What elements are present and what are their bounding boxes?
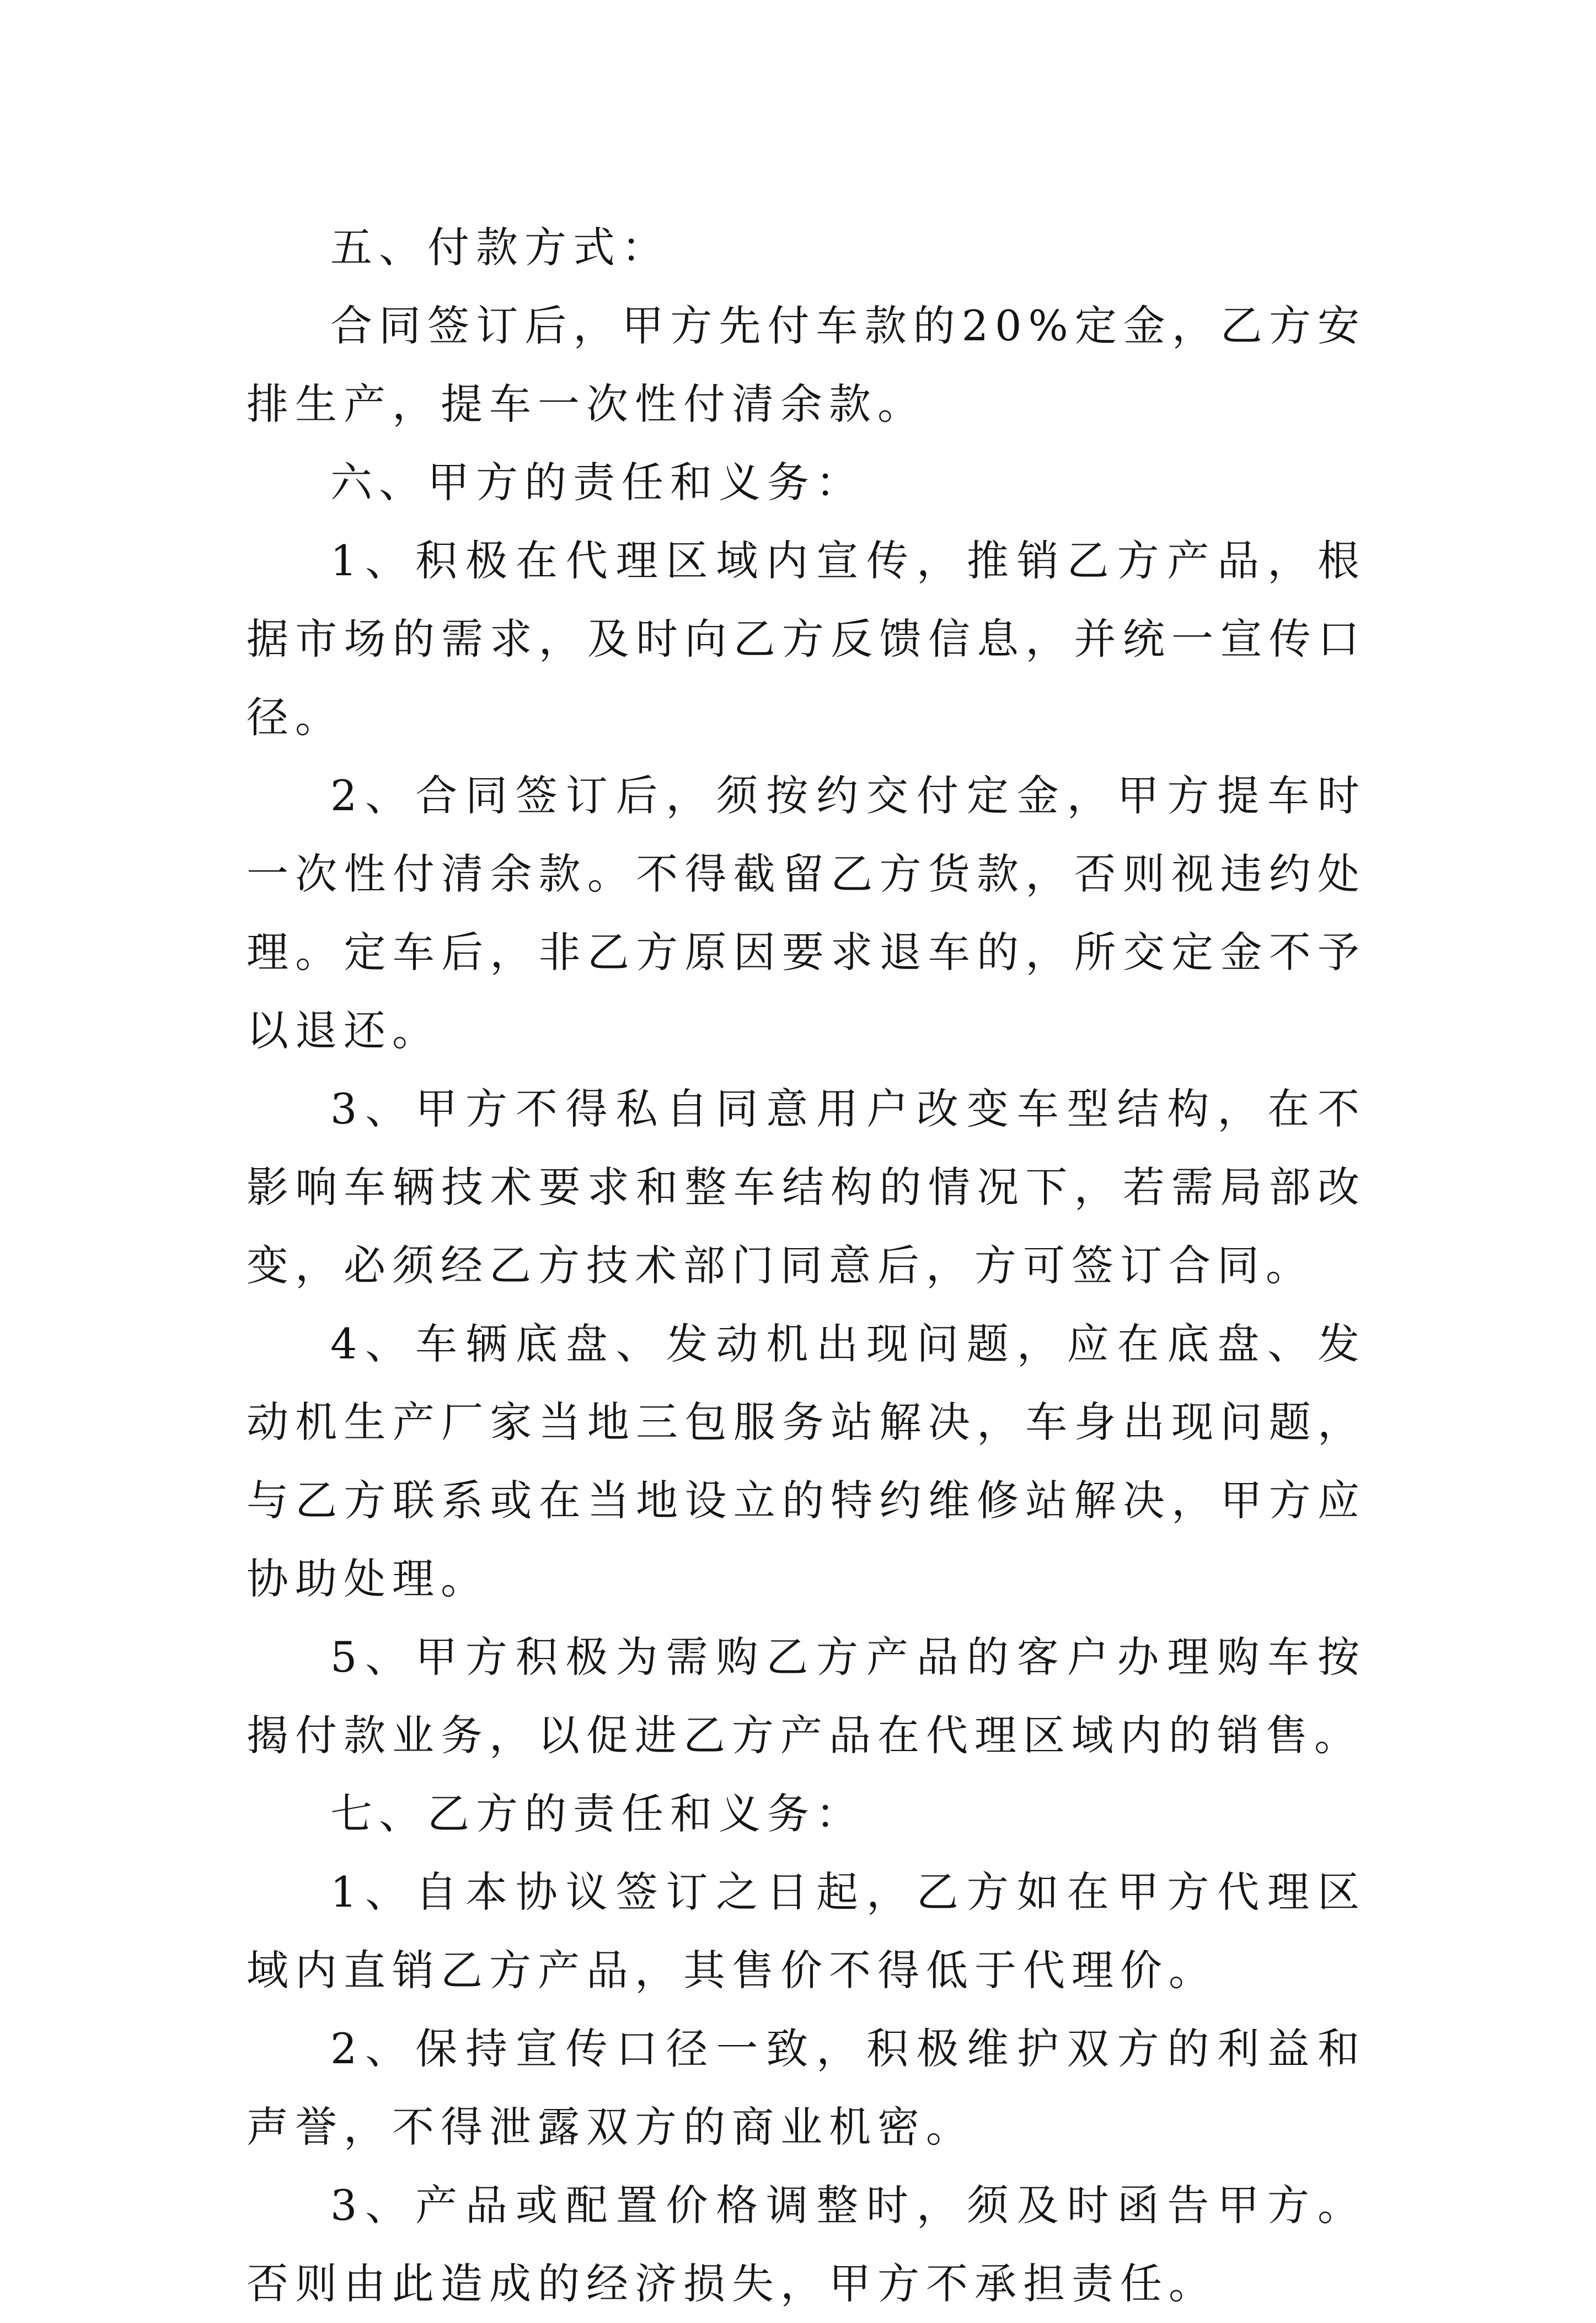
party-b-clause-1: 1、自本协议签订之日起，乙方如在甲方代理区域内直销乙方产品，其售价不得低于代理价。	[247, 1867, 1366, 1995]
party-a-clause-5: 5、甲方积极为需购乙方产品的客户办理购车按揭付款业务，以促进乙方产品在代理区域内的销售。	[247, 1632, 1366, 1760]
paragraph-payment-terms: 合同签订后，甲方先付车款的20%定金，乙方安排生产，提车一次性付清余款。	[247, 301, 1366, 429]
section-heading-party-b-duties: 七、乙方的责任和义务：	[330, 1789, 864, 1838]
party-a-clause-3: 3、甲方不得私自同意用户改变车型结构，在不影响车辆技术要求和整车结构的情况下，若需局部改变，必须经乙方技术部门同意后，方可签订合同。	[247, 1084, 1366, 1290]
document-body	[247, 208, 1366, 2323]
party-b-clause-2: 2、保持宣传口径一致，积极维护双方的利益和声誉，不得泄露双方的商业机密。	[247, 2024, 1366, 2151]
party-a-clause-4: 4、车辆底盘、发动机出现问题，应在底盘、发动机生产厂家当地三包服务站解决，车身出现问题，与乙方联系或在当地设立的特约维修站解决，甲方应协助处理。	[247, 1319, 1366, 1603]
party-a-clause-2: 2、合同签订后，须按约交付定金，甲方提车时一次性付清余款。不得截留乙方货款，否则视违约处理。定车后，非乙方原因要求退车的，所交定金不予以退还。	[247, 771, 1366, 1055]
party-a-clause-1: 1、积极在代理区域内宣传，推销乙方产品，根据市场的需求，及时向乙方反馈信息，并统一宣传口径。	[247, 536, 1366, 742]
section-heading-party-a-duties: 六、甲方的责任和义务：	[330, 458, 864, 507]
section-heading-payment: 五、付款方式：	[330, 223, 670, 272]
party-b-clause-3: 3、产品或配置价格调整时，须及时函告甲方。否则由此造成的经济损失，甲方不承担责任。	[247, 2181, 1366, 2308]
